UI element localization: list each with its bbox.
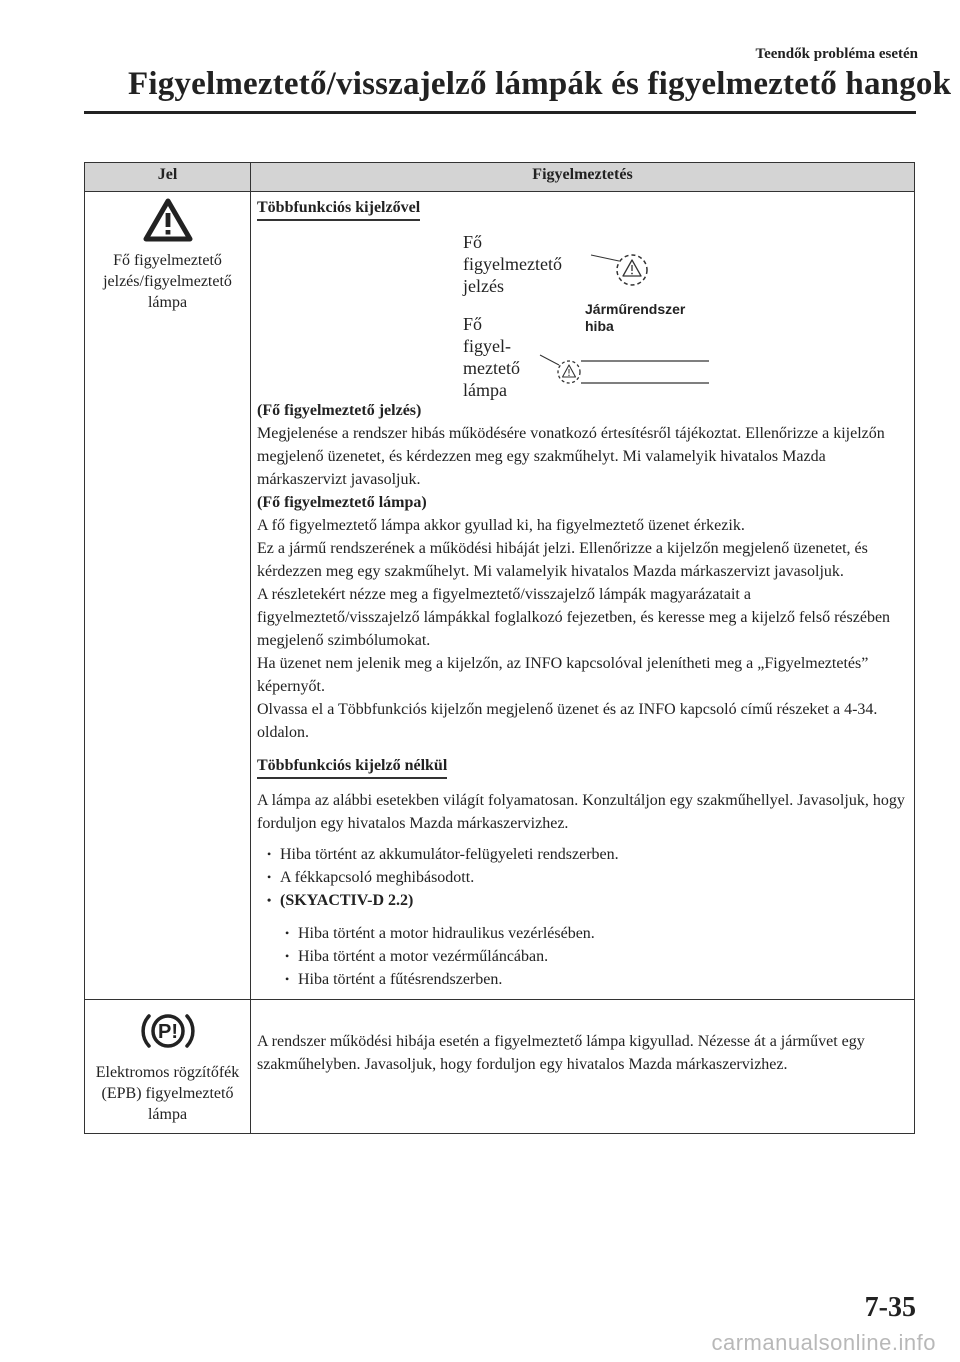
page-number: 7-35 [864,1292,916,1323]
diagram-label-lamp: Fő figyel-meztető lámpa [463,314,520,400]
epb-text: A rendszer működési hibája esetén a figyelmeztető lámpa kigyullad. Nézesse át a járművet egy szakműhelyben. Javasoljuk, hogy forduljon egy hivatalos Mazda márkaszervizhez. [257,1033,865,1073]
symbol-label: Fő figyelmeztető jelzés/figyelmeztető lámpa [103,252,232,311]
lamp-text-1: A fő figyelmeztető lámpa akkor gyullad ki, ha figyelmeztető üzenet érkezik. [257,517,745,534]
warning-diagram [257,225,908,399]
page-title: Figyelmeztető/visszajelző lámpák és figyelmeztető hangok [128,66,952,102]
list-item: • Hiba történt a fűtésrendszerben. [285,968,908,991]
symbol-cell [85,1000,251,1134]
table-row [85,192,915,1000]
list-item: • Hiba történt a motor hidraulikus vezérlésében. [285,922,908,945]
master-warning-triangle-icon [143,198,193,242]
without-display-text: A lámpa az alábbi esetekben világít folyamatosan. Konzultáljon egy szakműhellyel. Javasoljuk, hogy forduljon egy hivatalos Mazda márkaszervizhez. [257,792,905,832]
lamp-text-4: Ha üzenet nem jelenik meg a kijelzőn, az INFO kapcsolóval jelenítheti meg a „Figyelmeztetés” képernyőt. [257,655,869,695]
symbol-label: Elektromos rögzítőfék (EPB) figyelmeztető lámpa [95,1064,240,1123]
section-label: Teendők probléma esetén [755,46,918,62]
description-cell [251,1000,915,1134]
epb-warning-icon [136,1008,200,1054]
lamp-text-2: Ez a jármű rendszerének a működési hibáját jelzi. Ellenőrizze a kijelzőn megjelenő üzenetet, és kérdezzen meg egy szakműhelyt. Mi valamelyik hivatalos Mazda márkaszervizt javasoljuk. [257,540,868,580]
list-item: • Hiba történt az akkumulátor-felügyeleti rendszerben. [267,843,908,866]
epb-icon-text: P! [157,1021,178,1043]
subheading-with-display: Többfunkciós kijelzővel [257,198,420,221]
lamp-text-3: A részletekért nézze meg a figyelmeztető/visszajelző lámpák magyarázatait a figyelmeztető/visszajelző lámpákkal foglalkozó fejezetben, és keresse meg a kijelző felső részében megjelenő szimbólumokat. [257,586,891,649]
diagram-caption: Járműrendszer hiba [585,301,686,334]
subheading-without-display: Többfunkciós kijelző nélkül [257,756,447,779]
bullet-list [257,843,908,912]
lamp-heading: (Fő figyelmeztető lámpa) [257,494,427,511]
symbol-cell [85,192,251,1000]
title-rule [84,111,916,114]
table-row [85,1000,915,1134]
indicator-text: Megjelenése a rendszer hibás működésére vonatkozó értesítésről tájékoztat. Ellenőrizze a kijelzőn megjelenő üzenetet, és kérdezzen meg egy szakműhelyt. Mi valamelyik hivatalos Mazda márkaszervizt javasoljuk. [257,425,885,488]
list-item: • (SKYACTIV-D 2.2) [267,889,908,912]
watermark: carmanualsonline.info [711,1330,936,1355]
description-cell [251,192,915,1000]
column-header-warning: Figyelmeztetés [251,163,915,192]
column-header-signal: Jel [85,163,251,192]
table-header-row [85,163,915,192]
warning-table [84,162,915,1134]
lamp-text-5: Olvassa el a Többfunkciós kijelzőn megjelenő üzenet és az INFO kapcsoló című részeket a 4-34. oldalon. [257,701,878,741]
list-item: • Hiba történt a motor vezérműláncában. [285,945,908,968]
list-item: • A fékkapcsoló meghibásodott. [267,866,908,889]
indicator-heading: (Fő figyelmeztető jelzés) [257,402,422,419]
diagram-label-indicator: Fő figyelmeztető jelzés [463,232,562,296]
sub-bullet-list [257,922,908,991]
diagram-graphics [257,225,817,399]
